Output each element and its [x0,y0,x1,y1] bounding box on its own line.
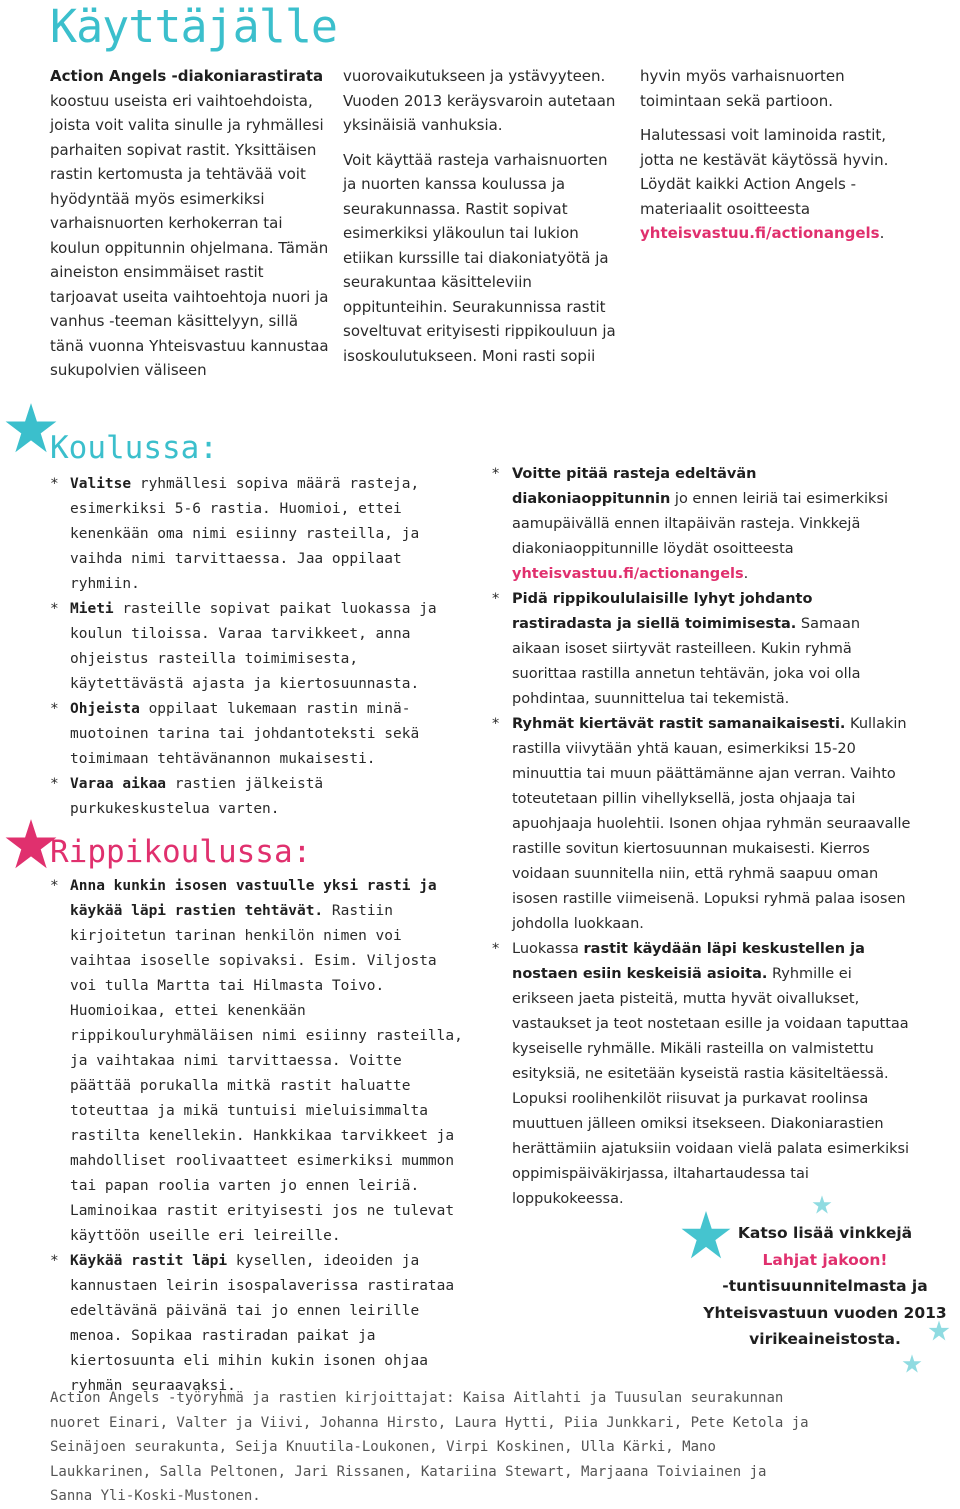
list-item [492,462,912,587]
intro-column-3 [640,64,912,256]
list-item [492,587,912,712]
list-item-text: jo ennen leiriä tai esimerkiksi aamupäivällä ennen iltapäivän rasteja. Vinkkejä diakoniaoppitunnille löydät osoitteesta [512,491,889,557]
teal-star-icon [902,1354,922,1374]
list-item-bold: Valitse [70,476,132,492]
rippikoulussa-list [50,874,470,1399]
callout-box [690,1220,960,1353]
list-item-bold: Mieti [70,601,114,617]
list-item-bold: Ohjeista [70,701,140,717]
intro-paragraph: hyvin myös varhaisnuorten toimintaan sekä partioon. [640,67,845,110]
koulussa-title: Koulussa: [50,430,218,466]
list-item-text: Ryhmille ei erikseen jaeta pisteitä, mutta hyvät oivallukset, vastaukset ja teot nostetaan esille ja voidaan taputtaa kyseiselle ryhmälle. Mikäli rasteilla on valmistettu esityksiä, ne esitetään kyseistä rastia käsiteltäessä. Lopuksi roolihenkilöt riisuvat ja purkavat roolinsa muuttuen jälleen omiksi itsekseen. Diakoniarastien herättämiin ajatuksiin voidaan vielä palata esimerkiksi oppimispäiväkirjassa, iltahartaudessa tai loppukokeessa. [512,966,910,1207]
actionangels-link[interactable]: yhteisvastuu.fi/actionangels [512,566,744,582]
list-item-bold: Voitte pitää rasteja edeltävän diakoniaoppitunnin [512,466,757,507]
list-item-bold: rastit käydään läpi keskustellen ja nostaen esiin keskeisiä asioita. [512,941,865,982]
intro-text: Halutessasi voit laminoida rastit, jotta ne kestävät käytössä hyvin. Löydät kaikki Action Angels -materiaalit osoitteesta [640,126,889,218]
punctuation: . [743,566,749,582]
list-item-text: Rastiin kirjoitetun tarinan henkilön nimen voi vaihtaa isoselle sopivaksi. Esim. Viljosta voi tulla Martta tai Hilmasta Toivo. Huomioikaa, ettei kenenkään rippikouluryhmäläisen nimi esiinny rasteilla, ja vaihtakaa nimi tarvittaessa. Voitte päättää porukalla mitkä rastit haluatte toteuttaa ja mikä tuntuisi mieluisimmalta rastilta kenellekin. Hankkikaa tarvikkeet ja mahdolliset roolivaatteet esimerkiksi mummon tai papan roolia varten jo ennen leiriä. Laminoikaa rastit erityisesti jos ne tulevat käyttöön useille eri leireille. [70,903,463,1244]
intro-text: koostuu useista eri vaihtoehdoista, joista voit valita sinulle ja ryhmällesi parhaiten sopivat rastit. Yksittäisen rastin kertomusta ja tehtävää voit hyödyntää myös esimerkiksi varhaisnuorten kerhokerran tai koulun oppitunnin ohjelmana. Tämän aineiston ensimmäiset rastit tarjoavat useita vaihtoehtoja nuori ja vanhus -teeman käsittelyyn, sillä tänä vuonna Yhteisvastuu kannustaa sukupolvien väliseen [50,91,329,379]
intro-paragraph: Voit käyttää rasteja varhaisnuorten ja nuorten kanssa koulussa ja seurakunnassa. Rastit sopivat esimerkiksi yläkoulun tai lukion etiikan kurssille tai diakoniatyötä ja seurakuntaa käsitteleviin oppitunteihin. Seurakunnissa rastit soveltuvat erityisesti rippikouluun ja isoskoulutukseen. Moni rasti sopii [343,150,616,365]
list-item [492,712,912,937]
list-item-bold: Pidä rippikoululaisille lyhyt johdanto rastiradasta ja siellä toimimisesta. [512,591,813,632]
intro-column-2 [343,64,618,378]
list-item-bold: Anna kunkin isosen vastuulle yksi rasti ja käykää läpi rastien tehtävät. [70,878,437,919]
callout-line: Katso lisää vinkkejä [737,1224,913,1242]
right-list [492,462,912,1212]
list-item-text: Kullakin rastilla viivytään yhtä kauan, esimerkiksi 15-20 minuuttia tai muun päättämänne ajan verran. Vaihto toteutetaan pillin vihellyksellä, josta ohjaaja tai apuohjaaja huolehtii. Isonen ohjaa ryhmän seuraavalle rastille sovitun kiertosuunnan mukaisesti. Kierros voidaan suunnitella niin, että ryhmä saapuu oman isosen rastille viimeisenä. Lopuksi ryhmä palaa isosen johdolla luokkaan. [512,716,911,932]
list-item [492,937,912,1212]
rippikoulussa-title: Rippikoulussa: [50,834,312,870]
list-item-bold: Varaa aikaa [70,776,167,792]
intro-column-1 [50,64,330,393]
list-item-bold: Käykää rastit läpi [70,1253,228,1269]
list-item-text: kysellen, ideoiden ja kannustaen leirin isospalaverissa rastirataa edeltävänä päivänä tai jo ennen leirille menoa. Sopikaa rastiradan paikat ja kiertosuunta eli mihin kukin isonen ohjaa ryhmän seuraavaksi. [70,1253,455,1394]
teal-star-icon [812,1195,832,1215]
callout-highlight: Lahjat jakoon! [762,1250,888,1269]
list-item [50,697,470,772]
list-item-text: oppilaat lukemaan rastin minä-muotoinen tarina tai johdantoteksti sekä toimimaan tehtävänannon mukaisesti. [70,701,420,767]
list-item-bold: Ryhmät kiertävät rastit samanaikaisesti. [512,716,846,732]
actionangels-link[interactable]: yhteisvastuu.fi/actionangels [640,224,880,242]
list-item-text: Samaan aikaan isoset siirtyvät rasteilleen. Kukin ryhmä suorittaa rastilla annetun tehtävän, joka voi olla pohdintaa, suunnittelua tai tekemistä. [512,616,861,707]
list-item [50,597,470,697]
list-item [50,472,470,597]
intro-lead: Action Angels -diakoniarastirata [50,67,324,85]
list-item-text: ryhmällesi sopiva määrä rasteja, esimerkiksi 5-6 rastia. Huomioi, ettei kenenkään oma nimi esiinny rasteilla, ja vaihda nimi tarvittaessa. Jaa oppilaat ryhmiin. [70,476,420,592]
list-item-text: rasteille sopivat paikat luokassa ja koulun tiloissa. Varaa tarvikkeet, anna ohjeistus rasteilla toimimisesta, käytettävästä ajasta ja kiertosuunnasta. [70,601,437,692]
list-item [50,772,470,822]
credits-footer: Action Angels -työryhmä ja rastien kirjoittajat: Kaisa Aitlahti ja Tuusulan seurakunnan nuoret Einari, Valter ja Viivi, Johanna Hirsto, Laura Hytti, Piia Junkkari, Pete Ketola ja Seinäjoen seurakunta, Seija Knuutila-Loukonen, Virpi Koskinen, Ulla Kärki, Mano Laukkarinen, Salla Peltonen, Jari Rissanen, Katariina Stewart, Marjaana Toiviainen ja Sanna Yli-Koski-Mustonen. [50,1390,809,1504]
intro-paragraph: vuorovaikutukseen ja ystävyyteen. Vuoden 2013 keräysvaroin autetaan yksinäisiä vanhuksia. [343,67,616,134]
callout-line: -tuntisuunnitelmasta ja Yhteisvastuun vuoden 2013 virikeaineistosta. [703,1277,947,1348]
punctuation: . [879,224,885,242]
list-item-text: Luokassa [512,941,584,957]
list-item [50,874,470,1249]
list-item-text: rastien jälkeistä purkukeskustelua varten. [70,776,324,817]
koulussa-list [50,472,470,822]
list-item [50,1249,470,1399]
page-title: Käyttäjälle [50,0,338,53]
